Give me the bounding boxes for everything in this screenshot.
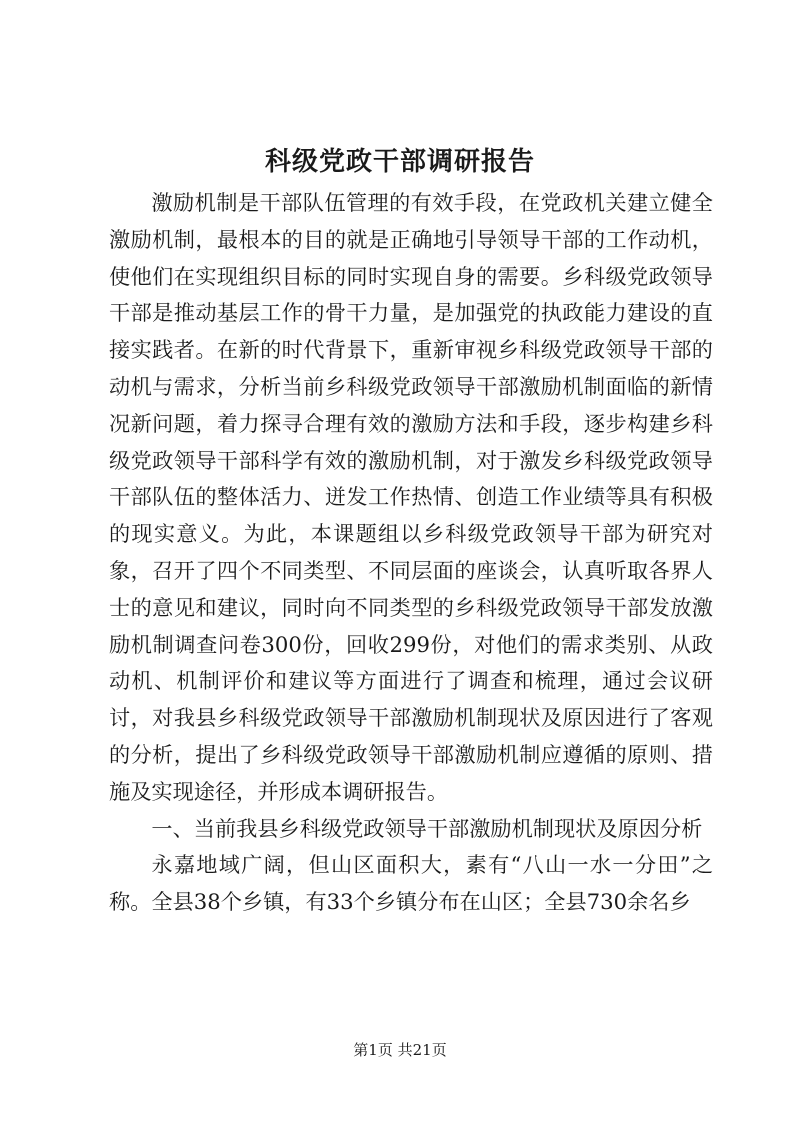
paragraph-intro: 激励机制是干部队伍管理的有效手段，在党政机关建立健全激励机制，最根本的目的就是正确地引导领导干部的工作动机，使他们在实现组织目标的同时实现自身的需要。乡科级党政领导干部是推动基层工作的骨干力量，是加强党的执政能力建设的直接实践者。在新的时代背景下，重新审视乡科级党政领导干部的动机与需求，分析当前乡科级党政领导干部激励机制面临的新情况新问题，着力探寻合理有效的激励方法和手段，逐步构建乡科级党政领导干部科学有效的激励机制，对于激发乡科级党政领导干部队伍的整体活力、迸发工作热情、创造工作业绩等具有积极的现实意义。为此，本课题组以乡科级党政领导干部为研究对象，召开了四个不同类型、不同层面的座谈会，认真听取各界人士的意见和建议，同时向不同类型的乡科级党政领导干部发放激励机制调查问卷300份，回收299份，对他们的需求类别、从政动机、机制评价和建议等方面进行了调查和梳理，通过会议研讨，对我县乡科级党政领导干部激励机制现状及原因进行了客观的分析，提出了乡科级党政领导干部激励机制应遵循的原则、措施及实现途径，并形成本调研报告。 <box>109 190 713 804</box>
page-number-footer: 第1页 共21页 <box>353 1041 447 1059</box>
document-body <box>109 185 713 921</box>
paragraph-section-1: 永嘉地域广阔，但山区面积大，素有“八山一水一分田”之称。全县38个乡镇，有33个乡镇分布在山区；全县730余名乡 <box>109 852 713 915</box>
document-title: 科级党政干部调研报告 <box>264 147 535 177</box>
section-heading-1: 一、当前我县乡科级党政领导干部激励机制现状及原因分析 <box>151 815 703 841</box>
